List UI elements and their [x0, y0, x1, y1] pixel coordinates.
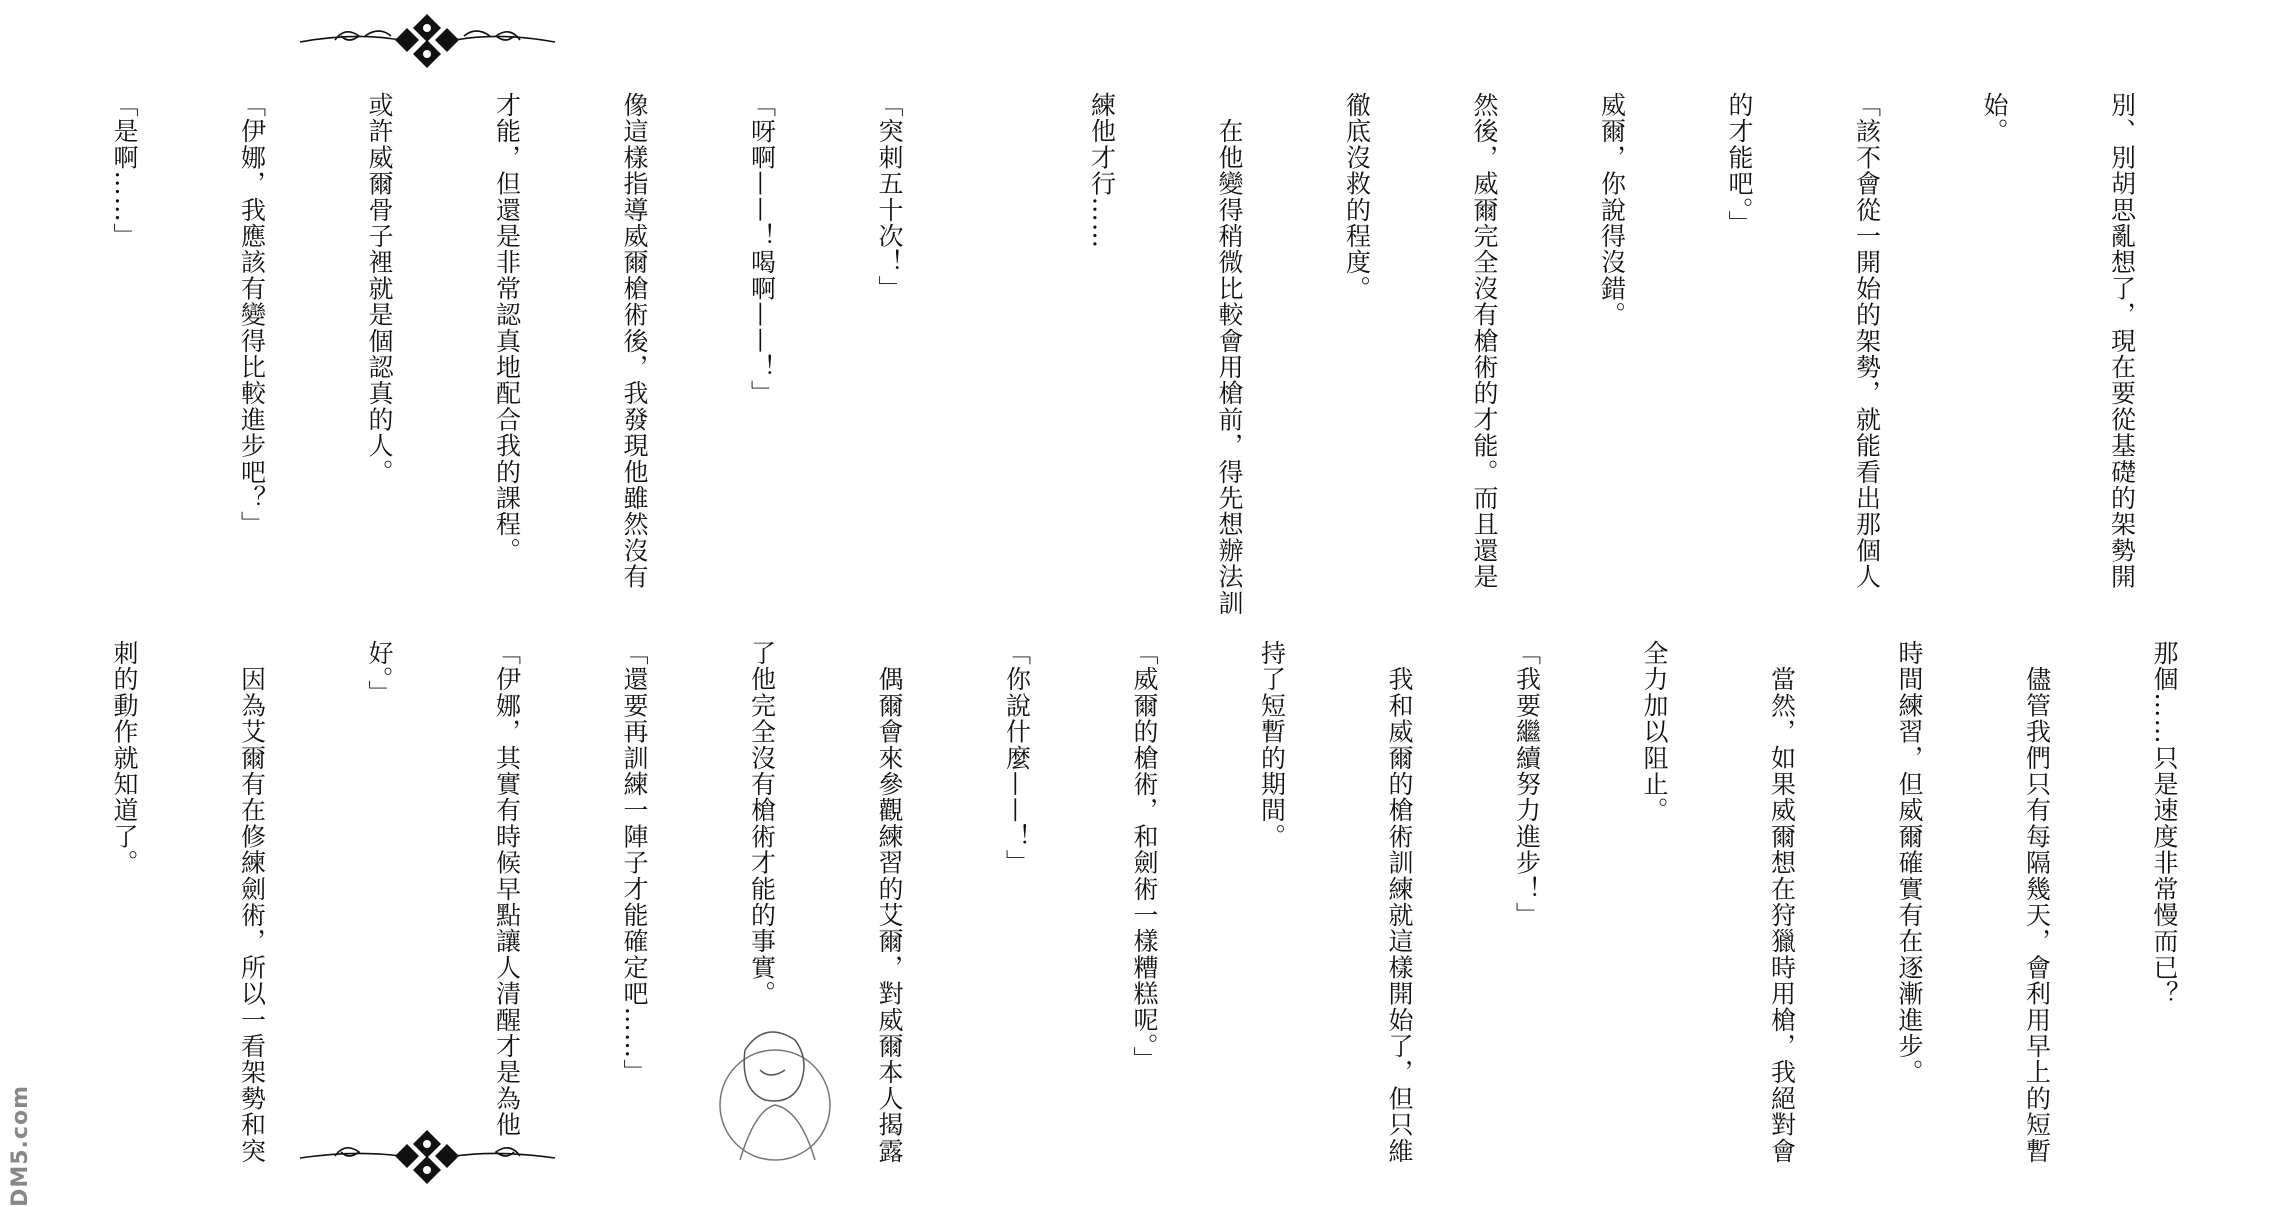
text-line: 的才能吧。」: [1725, 92, 1754, 237]
scanner-stamp-image: [705, 1010, 835, 1170]
text-block-lower: [60, 640, 2270, 1164]
text-line: 全力加以阻止。: [1640, 640, 1669, 824]
text-line: 那個……只是速度非常慢而已？: [2150, 640, 2179, 1007]
text-line: 了他完全沒有槍術才能的事實。: [747, 640, 777, 1007]
text-line: 偶爾會來參觀練習的艾爾，對威爾本人揭露: [875, 640, 904, 1164]
text-line: 好。」: [365, 640, 394, 707]
text-line: 「你說什麼——！」: [1002, 640, 1032, 876]
text-line: 別、別胡思亂想了，現在要從基礎的架勢開: [2107, 92, 2137, 590]
text-line: 「還要再訓練一陣子才能確定吧……」: [620, 640, 649, 1086]
text-line: 威爾，你說得沒錯。: [1597, 92, 1627, 328]
text-line: 我和威爾的槍術訓練就這樣開始了，但只維: [1385, 640, 1414, 1164]
text-line: 儘管我們只有每隔幾天，會利用早上的短暫: [2022, 640, 2052, 1164]
text-line: 像這樣指導威爾槍術後，我發現他雖然沒有: [620, 92, 649, 590]
text-line: 「伊娜，其實有時候早點讓人清醒才是為他: [492, 640, 522, 1138]
text-line: 才能，但還是非常認真地配合我的課程。: [492, 92, 522, 564]
text-line: 「突刺五十次！」: [875, 92, 904, 302]
text-line: 時間練習，但威爾確實有在逐漸進步。: [1895, 640, 1924, 1086]
text-line: 「該不會從一開始的架勢，就能看出那個人: [1852, 92, 1882, 590]
text-line: 當然，如果威爾想在狩獵時用槍，我絕對會: [1767, 640, 1797, 1164]
site-watermark: DM5.com: [8, 1085, 33, 1207]
text-line: 「我要繼續努力進步！」: [1512, 640, 1542, 929]
text-line: 「呀啊——！喝啊——！」: [747, 92, 777, 407]
text-line: 「威爾的槍術，和劍術一樣糟糕呢。」: [1130, 640, 1159, 1073]
text-line: 在他變得稍微比較會用槍前，得先想辦法訓: [1215, 92, 1244, 616]
text-line: 然後，威爾完全沒有槍術的才能。而且還是: [1470, 92, 1499, 590]
text-line: 因為艾爾有在修練劍術，所以一看架勢和突: [237, 640, 267, 1164]
text-line: 練他才行……: [1087, 92, 1117, 250]
bottom-ornament-divider: [295, 1128, 560, 1188]
text-line: 刺的動作就知道了。: [110, 640, 139, 876]
text-line: 始。: [1980, 92, 2009, 145]
text-line: 或許威爾骨子裡就是個認真的人。: [365, 92, 394, 485]
top-ornament-divider: [295, 10, 560, 70]
text-line: 「伊娜，我應該有變得比較進步吧？」: [237, 92, 267, 538]
text-line: 持了短暫的期間。: [1257, 640, 1287, 850]
text-block-upper: [60, 92, 2228, 616]
text-line: 「是啊……」: [110, 92, 139, 250]
text-line: 徹底沒救的程度。: [1342, 92, 1372, 302]
